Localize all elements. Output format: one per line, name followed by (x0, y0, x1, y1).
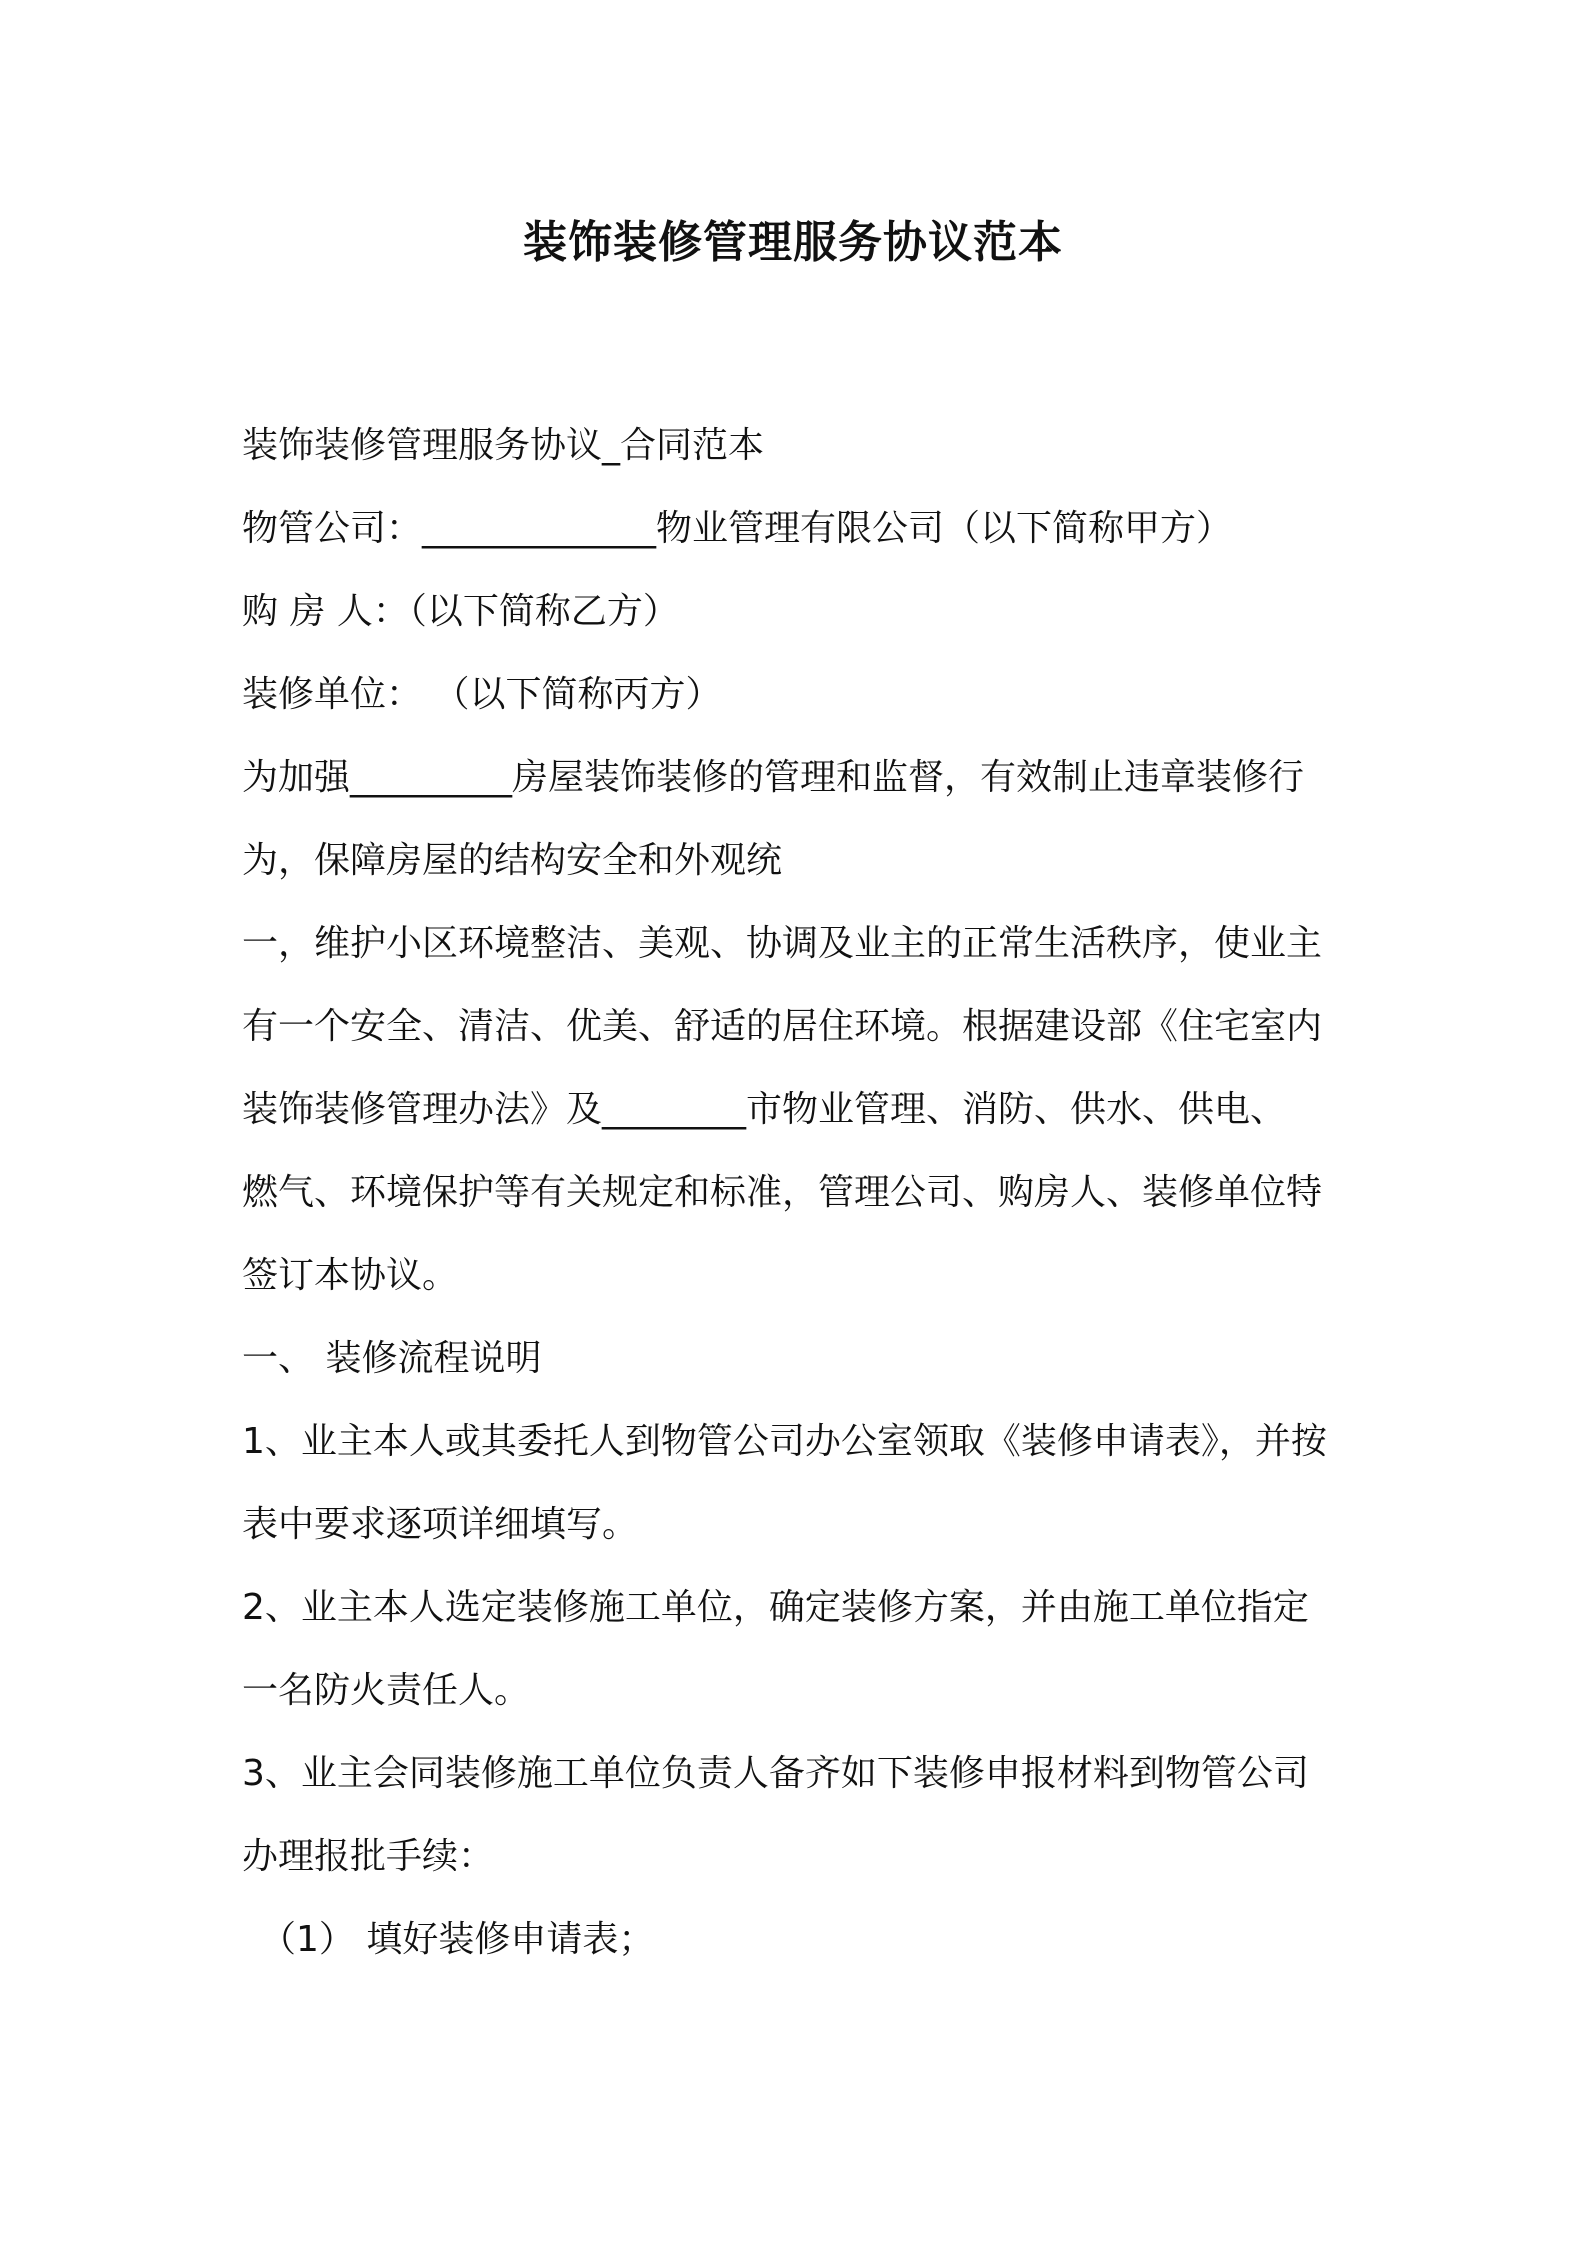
list-item-line: 3、业主会同装修施工单位负责人备齐如下装修申报材料到物管公司 (242, 1753, 1309, 1794)
list-item-line: 办理报批手续： (242, 1836, 495, 1877)
paragraph-line: 有一个安全、清洁、优美、舒适的居住环境。根据建设部《住宅室内 (242, 1006, 1323, 1047)
paragraph-line: 装饰装修管理办法》及________市物业管理、消防、供水、供电、 (242, 1089, 1287, 1130)
list-item-line: 1、业主本人或其委托人到物管公司办公室领取《装修申请表》，并按 (242, 1421, 1327, 1462)
paragraph-line: 签订本协议。 (242, 1255, 459, 1296)
sub-list-item-line: （1） 填好装修申请表； (260, 1919, 655, 1960)
list-item-line: 一名防火责任人。 (242, 1670, 531, 1711)
party-b-line: 购 房 人：（以下简称乙方） (242, 591, 679, 632)
paragraph-line: 一，维护小区环境整洁、美观、协调及业主的正常生活秩序，使业主 (242, 923, 1323, 964)
document-title: 装饰装修管理服务协议范本 (523, 217, 1063, 268)
paragraph-line: 燃气、环境保护等有关规定和标准，管理公司、购房人、装修单位特 (242, 1172, 1323, 1213)
party-a-line: 物管公司：_____________物业管理有限公司（以下简称甲方） (242, 508, 1233, 549)
list-item-line: 2、业主本人选定装修施工单位，确定装修方案，并由施工单位指定 (242, 1587, 1309, 1628)
document-body (242, 404, 1352, 1981)
subtitle-line: 装饰装修管理服务协议_合同范本 (242, 425, 765, 466)
section-heading: 一、 装修流程说明 (242, 1338, 542, 1379)
party-c-line: 装修单位： （以下简称丙方） (242, 674, 722, 715)
paragraph-line: 为加强_________房屋装饰装修的管理和监督，有效制止违章装修行 (242, 757, 1305, 798)
list-item-line: 表中要求逐项详细填写。 (242, 1504, 639, 1545)
paragraph-line: 为，保障房屋的结构安全和外观统 (242, 840, 783, 881)
